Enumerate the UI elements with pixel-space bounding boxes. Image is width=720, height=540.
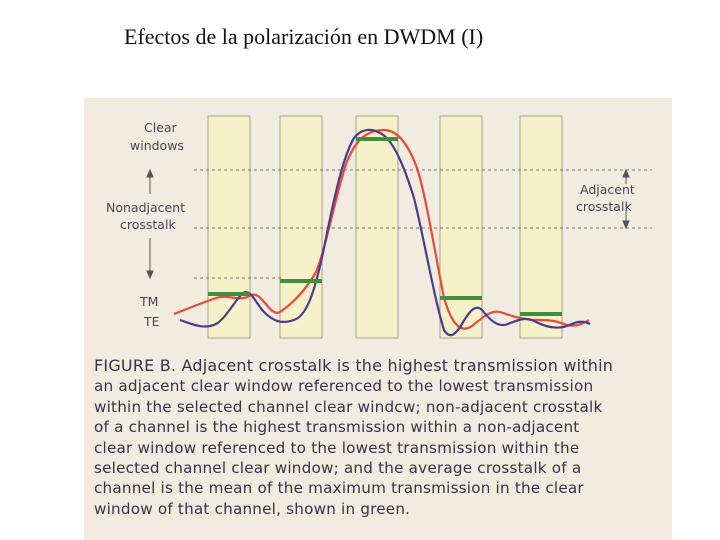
clear-window-1 xyxy=(208,116,250,338)
caption-line: within the selected channel clear windcw; non-adjacent crosstalk xyxy=(94,397,603,416)
clear-window-3 xyxy=(356,116,398,338)
clear-window-5 xyxy=(520,116,562,338)
caption-line: selected channel clear window; and the average crosstalk of a xyxy=(94,459,582,478)
caption-line: channel is the mean of the maximum transmission in the clear xyxy=(94,479,584,498)
slide-title: Efectos de la polarización en DWDM (I) xyxy=(124,24,484,49)
label-te: TE xyxy=(144,314,160,329)
figure-caption xyxy=(94,356,669,519)
caption-line: window of that channel, shown in green. xyxy=(94,499,411,518)
clear-windows xyxy=(208,116,562,338)
label-nonadjacent-2: crosstalk xyxy=(120,217,176,232)
label-nonadjacent-1: Nonadjacent xyxy=(106,200,186,215)
label-clear-windows-1: Clear xyxy=(144,120,177,135)
label-adjacent-2: crosstalk xyxy=(576,199,632,214)
caption-line: clear window referenced to the lowest transmission within the xyxy=(94,438,580,457)
caption-line: FIGURE B. Adjacent crosstalk is the highest transmission within xyxy=(94,356,614,375)
label-clear-windows-2: windows xyxy=(130,138,184,153)
clear-window-2 xyxy=(280,116,322,338)
caption-line: of a channel is the highest transmission within a non-adjacent xyxy=(94,418,580,437)
crosstalk-figure xyxy=(84,98,672,540)
label-tm: TM xyxy=(140,294,159,309)
caption-line: an adjacent clear window referenced to the lowest transmission xyxy=(94,377,594,396)
label-adjacent-1: Adjacent xyxy=(580,182,635,197)
